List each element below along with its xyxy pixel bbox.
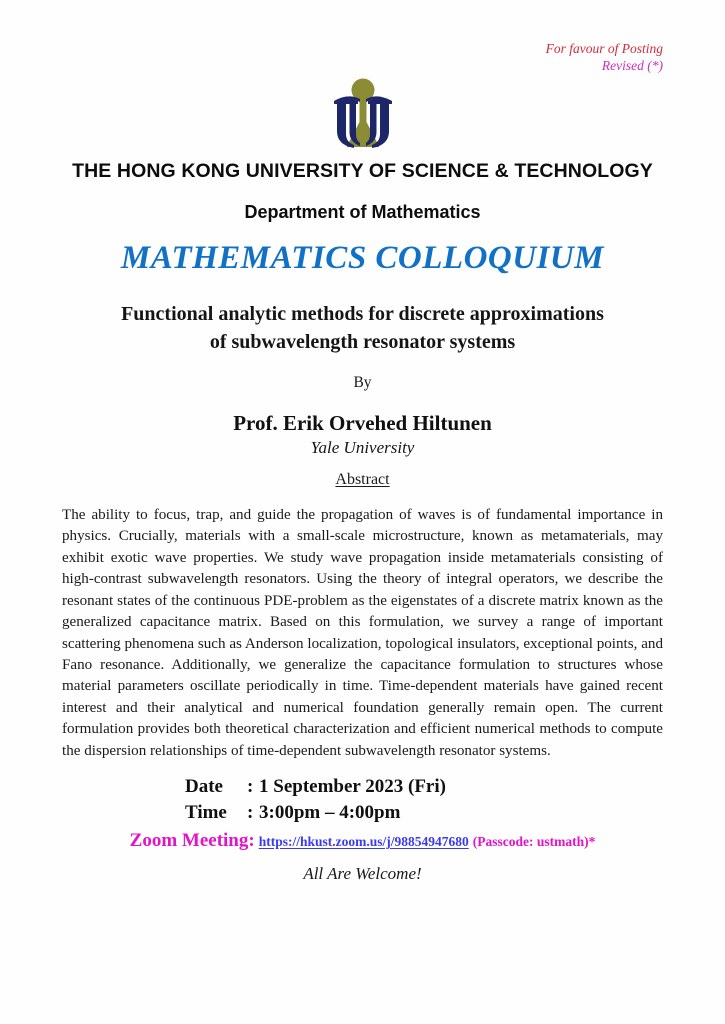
talk-title-line1: Functional analytic methods for discrete approximations	[121, 303, 604, 325]
talk-title-line2: of subwavelength resonator systems	[209, 331, 516, 354]
zoom-meeting-row	[0, 830, 725, 852]
date-value: 1 September 2023 (Fri)	[259, 776, 446, 797]
event-details	[0, 774, 725, 825]
zoom-meeting-link[interactable]: https://hkust.zoom.us/j/98854947680	[258, 834, 469, 849]
department-name: Department of Mathematics	[244, 202, 481, 222]
university-name: THE HONG KONG UNIVERSITY OF SCIENCE & TECHNOLOGY	[72, 160, 653, 182]
talk-title	[62, 300, 663, 357]
date-separator: :	[247, 776, 254, 797]
posting-note	[546, 40, 663, 75]
posting-note-line1: For favour of Posting	[545, 41, 663, 56]
zoom-meeting-separator: :	[248, 830, 255, 851]
abstract-heading-text: Abstract	[335, 471, 390, 488]
zoom-meeting-label: Zoom Meeting	[129, 830, 249, 851]
hkust-logo-icon	[324, 78, 402, 150]
time-row	[0, 800, 725, 826]
zoom-passcode: (Passcode: ustmath)*	[472, 834, 596, 849]
abstract-body: The ability to focus, trap, and guide the propagation of waves is of fundamental importance in physics. Crucially, materials with a small-scale microstructure, known as metamaterials, may exhibit exotic wave properties. We study wave propagation inside metamaterials consisting of high-contrast subwavelength resonators. Using the theory of integral operators, we describe the resonant states of the continuous PDE-problem as the eigenstates of a discrete matrix known as the generalized capacitance matrix. Based on this formulation, we survey a range of important scattering phenomena such as Anderson localization, topological insulators, exceptional points, and Fano resonance. Additionally, we generalize the capacitance formulation to structures whose material parameters oscillate periodically in time. Time-dependent materials have gained recent interest and their analytical and numerical foundation generally remain open. The current formulation provides both theoretical characterization and efficient numerical methods to compute the dispersion relationships of time-dependent subwavelength resonator systems.	[62, 507, 663, 759]
posting-note-line2: Revised (*)	[601, 58, 663, 74]
time-separator: :	[247, 801, 254, 823]
time-label: Time	[185, 801, 227, 823]
date-label: Date	[185, 776, 223, 797]
colloquium-banner: MATHEMATICS COLLOQUIUM	[120, 240, 605, 276]
speaker-affiliation: Yale University	[310, 438, 415, 457]
logo-container	[0, 78, 725, 155]
welcome-note: All Are Welcome!	[303, 864, 422, 883]
abstract-heading	[0, 471, 725, 489]
date-row	[0, 774, 725, 800]
institution-block	[0, 160, 725, 223]
by-label: By	[353, 374, 372, 391]
time-value: 3:00pm – 4:00pm	[259, 801, 401, 823]
speaker-name: Prof. Erik Orvehed Hiltunen	[233, 411, 492, 435]
